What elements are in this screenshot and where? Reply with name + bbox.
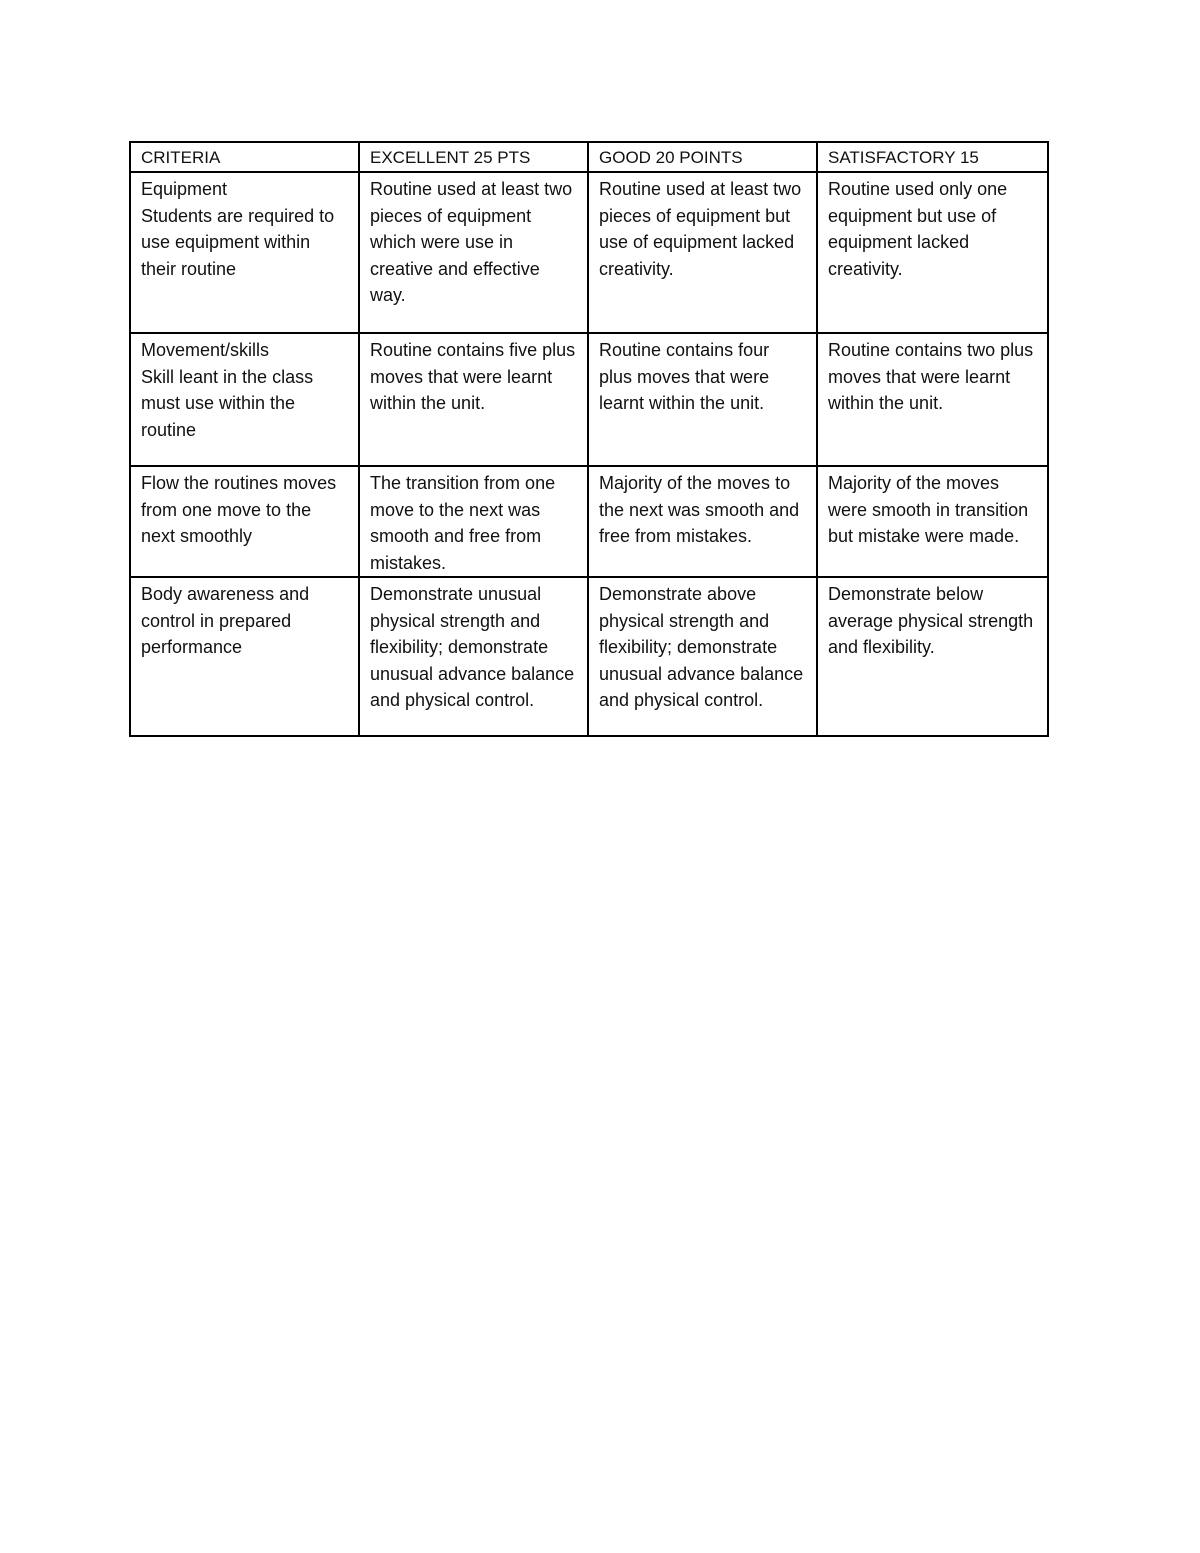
excellent-cell: Routine contains five plus moves that were learnt within the unit.	[359, 333, 588, 466]
good-cell: Routine used at least two pieces of equipment but use of equipment lacked creativity.	[588, 172, 817, 333]
excellent-cell: Routine used at least two pieces of equipment which were use in creative and effective way.	[359, 172, 588, 333]
good-cell: Routine contains four plus moves that were learnt within the unit.	[588, 333, 817, 466]
satisfactory-cell: Routine contains two plus moves that were learnt within the unit.	[817, 333, 1048, 466]
satisfactory-cell: Demonstrate below average physical strength and flexibility.	[817, 577, 1048, 736]
header-criteria: CRITERIA	[130, 142, 359, 172]
satisfactory-cell: Majority of the moves were smooth in transition but mistake were made.	[817, 466, 1048, 577]
criteria-cell: Flow the routines moves from one move to the next smoothly	[130, 466, 359, 577]
excellent-cell: Demonstrate unusual physical strength and flexibility; demonstrate unusual advance balance and physical control.	[359, 577, 588, 736]
header-excellent: EXCELLENT 25 PTS	[359, 142, 588, 172]
criteria-cell: Movement/skills Skill leant in the class must use within the routine	[130, 333, 359, 466]
excellent-cell: The transition from one move to the next was smooth and free from mistakes.	[359, 466, 588, 577]
header-satisfactory: SATISFACTORY 15	[817, 142, 1048, 172]
rubric-table	[129, 141, 1049, 737]
table-row	[130, 333, 1048, 466]
good-cell: Majority of the moves to the next was smooth and free from mistakes.	[588, 466, 817, 577]
criteria-cell: Equipment Students are required to use equipment within their routine	[130, 172, 359, 333]
table-row	[130, 577, 1048, 736]
table-row	[130, 172, 1048, 333]
table-header-row	[130, 142, 1048, 172]
header-good: GOOD 20 POINTS	[588, 142, 817, 172]
good-cell: Demonstrate above physical strength and flexibility; demonstrate unusual advance balance and physical control.	[588, 577, 817, 736]
satisfactory-cell: Routine used only one equipment but use of equipment lacked creativity.	[817, 172, 1048, 333]
criteria-cell: Body awareness and control in prepared performance	[130, 577, 359, 736]
table-row	[130, 466, 1048, 577]
